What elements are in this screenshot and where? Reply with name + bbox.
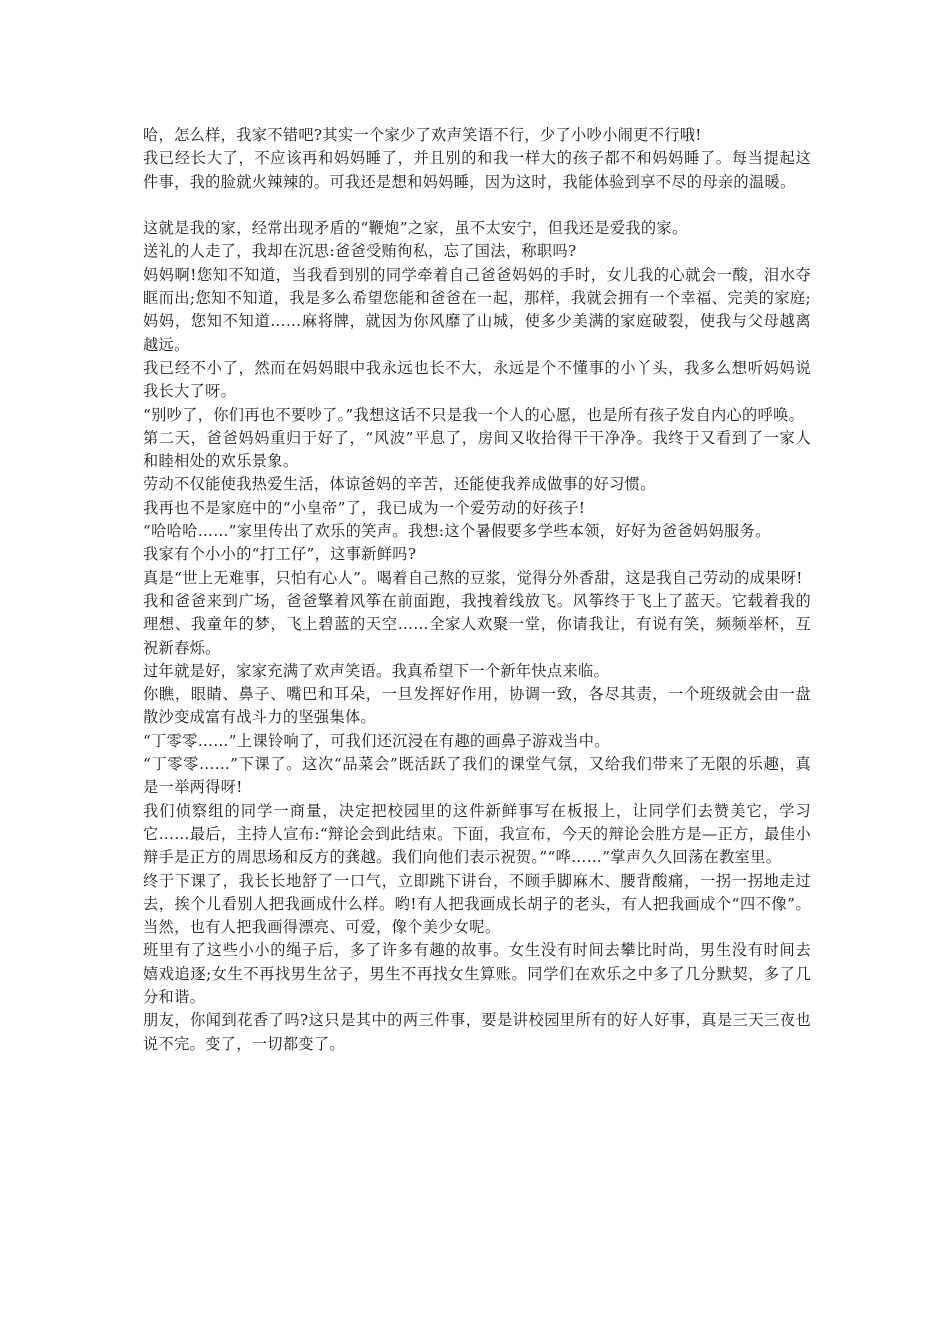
paragraph: 你瞧，眼睛、鼻子、嘴巴和耳朵，一旦发挥好作用，协调一致，各尽其责，一个班级就会由一盘散沙变成富有战斗力的坚强集体。	[143, 685, 811, 727]
paragraph: 真是“世上无难事，只怕有心人”。喝着自己熬的豆浆，觉得分外香甜，这是我自己劳动的成果呀!	[143, 568, 803, 587]
paragraph: 我和爸爸来到广场，爸爸擎着风筝在前面跑，我拽着线放飞。风筝终于飞上了蓝天。它载着我的理想、我童年的梦，飞上碧蓝的天空……全家人欢聚一堂，你请我让，有说有笑，频频举杯，互祝新春烁。	[143, 591, 811, 657]
paragraph: 第二天，爸爸妈妈重归于好了，“风波”平息了，房间又收拾得干干净净。我终于又看到了一家人和睦相处的欢乐景象。	[143, 428, 811, 471]
paragraph: 朋友，你闻到花香了吗?这只是其中的两三件事，要是讲校园里所有的好人好事，真是三天三夜也说不完。变了，一切都变了。	[143, 1011, 811, 1053]
paragraph: “丁零零……”上课铃响了，可我们还沉浸在有趣的画鼻子游戏当中。	[143, 731, 610, 750]
paragraph: 我家有个小小的“打工仔”，这事新鲜吗?	[143, 545, 417, 564]
paragraph: “丁零零……”下课了。这次“品菜会”既活跃了我们的课堂气氛，又给我们带来了无限的乐趣，真是一举两得呀!	[143, 755, 811, 797]
paragraph: 我已经不小了，然而在妈妈眼中我永远也长不大，永远是个不懂事的小丫头，我多么想听妈妈说我长大了呀。	[143, 358, 811, 401]
paragraph: 哈，怎么样，我家不错吧?其实一个家少了欢声笑语不行，少了小吵小闹更不行哦!	[143, 126, 702, 144]
blank-line	[143, 194, 811, 217]
paragraph: 我再也不是家庭中的“小皇帝”了，我已成为一个爱劳动的好孩子!	[143, 498, 586, 517]
paragraph: 我们侦察组的同学一商量，决定把校园里的这件新鲜事写在板报上，让同学们去赞美它，学习它……最后，主持人宣布:“辩论会到此结束。下面，我宣布，今天的辩论会胜方是—正方，最佳小辩手是正方的周思场和反方的龚越。我们向他们表示祝贺。”“哗……”掌声久久回荡在教室里。	[143, 801, 811, 867]
paragraph: 我已经长大了，不应该再和妈妈睡了，并且别的和我一样大的孩子都不和妈妈睡了。每当提起这件事，我的脸就火辣辣的。可我还是想和妈妈睡，因为这时，我能体验到享不尽的母亲的温暖。	[143, 149, 811, 191]
document-body	[143, 124, 811, 1056]
paragraph: “别吵了，你们再也不要吵了。”我想这话不只是我一个人的心愿，也是所有孩子发自内心的呼唤。	[143, 405, 805, 424]
paragraph: 终于下课了，我长长地舒了一口气，立即跳下讲台，不顾手脚麻木、腰背酸痛，一拐一拐地走过去，挨个儿看别人把我画成什么样。哟!有人把我画成长胡子的老头，有人把我画成个“四不像”。当然，也有人把我画得漂亮、可爱，像个美少女呢。	[143, 871, 811, 937]
paragraph: 妈妈啊!您知不知道，当我看到别的同学牵着自己爸爸妈妈的手时，女儿我的心就会一酸，泪水夺眶而出;您知不知道，我是多么希望您能和爸爸在一起，那样，我就会拥有一个幸福、完美的家庭;妈妈，您知不知道……麻将牌，就因为你风靡了山城，使多少美满的家庭破裂，使我与父母越离越远。	[143, 265, 811, 354]
paragraph: 劳动不仅能使我热爱生活，体谅爸妈的辛苦，还能使我养成做事的好习惯。	[143, 475, 656, 494]
paragraph: 这就是我的家，经常出现矛盾的“鞭炮”之家，虽不太安宁，但我还是爱我的家。	[143, 219, 688, 238]
paragraph: 过年就是好，家家充满了欢声笑语。我真希望下一个新年快点来临。	[143, 661, 610, 680]
paragraph: “哈哈哈……”家里传出了欢乐的笑声。我想:这个暑假要多学些本领，好好为爸爸妈妈服务。	[143, 522, 771, 541]
paragraph: 送礼的人走了，我却在沉思:爸爸受贿徇私，忘了国法，称职吗?	[143, 242, 577, 261]
paragraph: 班里有了这些小小的绳子后，多了许多有趣的故事。女生没有时间去攀比时尚，男生没有时间去嬉戏追逐;女生不再找男生岔子，男生不再找女生算账。同学们在欢乐之中多了几分默契，多了几分和谐。	[143, 941, 811, 1006]
